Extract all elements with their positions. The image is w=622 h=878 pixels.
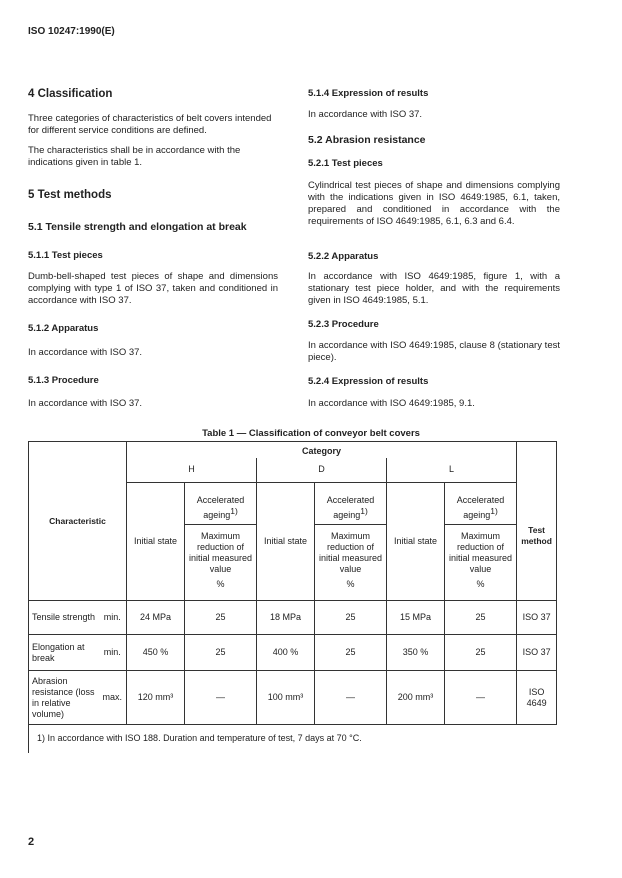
section-5-2-2-title: 5.2.2 Apparatus: [308, 251, 379, 262]
row-method: ISO 37: [517, 601, 557, 635]
l-accelerated-ageing-cell: [445, 483, 517, 601]
row-d-aged: 25: [315, 635, 387, 671]
row-d-aged: 25: [315, 601, 387, 635]
section-5-2-3-title: 5.2.3 Procedure: [308, 319, 379, 330]
section-5-2-2-text: In accordance with ISO 4649:1985, figure 1, with a stationary test piece holder, and with the requirements given in ISO 4649:1985, 5.1.: [308, 271, 560, 306]
section-5-2-title: 5.2 Abrasion resistance: [308, 134, 426, 146]
row-h-initial: 120 mm³: [127, 671, 185, 725]
row-d-initial: 400 %: [257, 635, 315, 671]
h-percent: %: [216, 578, 225, 589]
row-h-initial: 450 %: [127, 635, 185, 671]
category-header: Category: [127, 442, 517, 458]
h-accelerated-ageing: Accelerated ageing: [196, 494, 245, 520]
row-method: ISO 4649: [517, 671, 557, 725]
h-accelerated-ageing-cell: [185, 483, 257, 601]
section-5-1-4-text: In accordance with ISO 37.: [308, 109, 423, 120]
row-d-initial: 18 MPa: [257, 601, 315, 635]
section-5-1-2-text: In accordance with ISO 37.: [28, 347, 143, 358]
row-name: Abrasion resistance (loss in relative volume): [29, 671, 99, 725]
d-percent: %: [346, 578, 355, 589]
section-5-1-3-title: 5.1.3 Procedure: [28, 375, 99, 386]
characteristic-header: Characteristic: [29, 442, 127, 601]
row-d-aged: —: [315, 671, 387, 725]
row-l-initial: 15 MPa: [387, 601, 445, 635]
row-l-aged: 25: [445, 601, 517, 635]
section-5-title: 5 Test methods: [28, 189, 112, 201]
d-footnote-mark: 1): [360, 505, 368, 516]
row-h-initial: 24 MPa: [127, 601, 185, 635]
row-h-aged: —: [185, 671, 257, 725]
document-header: ISO 10247:1990(E): [28, 26, 115, 37]
section-5-2-3-text: In accordance with ISO 4649:1985, clause 8 (stationary test piece).: [308, 340, 560, 363]
h-initial-state: Initial state: [127, 483, 185, 601]
test-method-header: Test method: [517, 442, 557, 601]
table-row: [29, 671, 557, 725]
category-h: H: [127, 458, 257, 483]
h-footnote-mark: 1): [230, 505, 238, 516]
l-percent: %: [476, 578, 485, 589]
row-name: Tensile strength: [29, 601, 99, 635]
l-accelerated-ageing: Accelerated ageing: [456, 494, 505, 520]
section-5-2-4-title: 5.2.4 Expression of results: [308, 376, 429, 387]
row-l-aged: —: [445, 671, 517, 725]
row-d-initial: 100 mm³: [257, 671, 315, 725]
section-4-paragraph-1: Three categories of characteristics of belt covers intended for different service conditions are defined.: [28, 113, 272, 136]
section-5-1-title: 5.1 Tensile strength and elongation at break: [28, 221, 247, 233]
section-5-2-4-text: In accordance with ISO 4649:1985, 9.1.: [308, 398, 475, 409]
row-l-initial: 350 %: [387, 635, 445, 671]
section-5-1-1-text: Dumb-bell-shaped test pieces of shape and dimensions complying with type 1 of ISO 37, taken and conditioned in accordance with ISO 37.: [28, 271, 278, 306]
page-number: 2: [28, 836, 35, 848]
category-d: D: [257, 458, 387, 483]
row-h-aged: 25: [185, 635, 257, 671]
row-limit: min.: [99, 635, 127, 671]
table-row: [29, 601, 557, 635]
classification-table: [28, 441, 557, 753]
row-limit: min.: [99, 601, 127, 635]
row-name: Elongation at break: [29, 635, 99, 671]
row-h-aged: 25: [185, 601, 257, 635]
l-footnote-mark: 1): [490, 505, 498, 516]
table-row: [29, 635, 557, 671]
section-5-1-2-title: 5.1.2 Apparatus: [28, 323, 99, 334]
section-5-1-4-title: 5.1.4 Expression of results: [308, 88, 429, 99]
row-l-aged: 25: [445, 635, 517, 671]
l-max-reduction: Maximum reduction of initial measured value: [449, 530, 513, 574]
row-method: ISO 37: [517, 635, 557, 671]
h-max-reduction: Maximum reduction of initial measured value: [189, 530, 253, 574]
l-initial-state: Initial state: [387, 483, 445, 601]
section-5-2-1-text: Cylindrical test pieces of shape and dimensions complying with the indications given in ISO 4649:1985, 6.1, taken, prepared and conditioned in accordance with the requirements of ISO 4649:1985, 6.1, 6.3 and 6.4.: [308, 180, 560, 227]
row-l-initial: 200 mm³: [387, 671, 445, 725]
section-5-1-1-title: 5.1.1 Test pieces: [28, 250, 103, 261]
d-accelerated-ageing-cell: [315, 483, 387, 601]
section-4-title: 4 Classification: [28, 88, 113, 100]
d-accelerated-ageing: Accelerated ageing: [326, 494, 375, 520]
d-max-reduction: Maximum reduction of initial measured value: [319, 530, 383, 574]
table-caption: Table 1 — Classification of conveyor belt covers: [202, 428, 420, 439]
row-limit: max.: [99, 671, 127, 725]
category-l: L: [387, 458, 517, 483]
table-footnote: 1) In accordance with ISO 188. Duration and temperature of test, 7 days at 70 °C.: [29, 725, 557, 753]
section-5-1-3-text: In accordance with ISO 37.: [28, 398, 143, 409]
d-initial-state: Initial state: [257, 483, 315, 601]
section-5-2-1-title: 5.2.1 Test pieces: [308, 158, 383, 169]
section-4-paragraph-2: The characteristics shall be in accordance with the indications given in table 1.: [28, 145, 241, 168]
